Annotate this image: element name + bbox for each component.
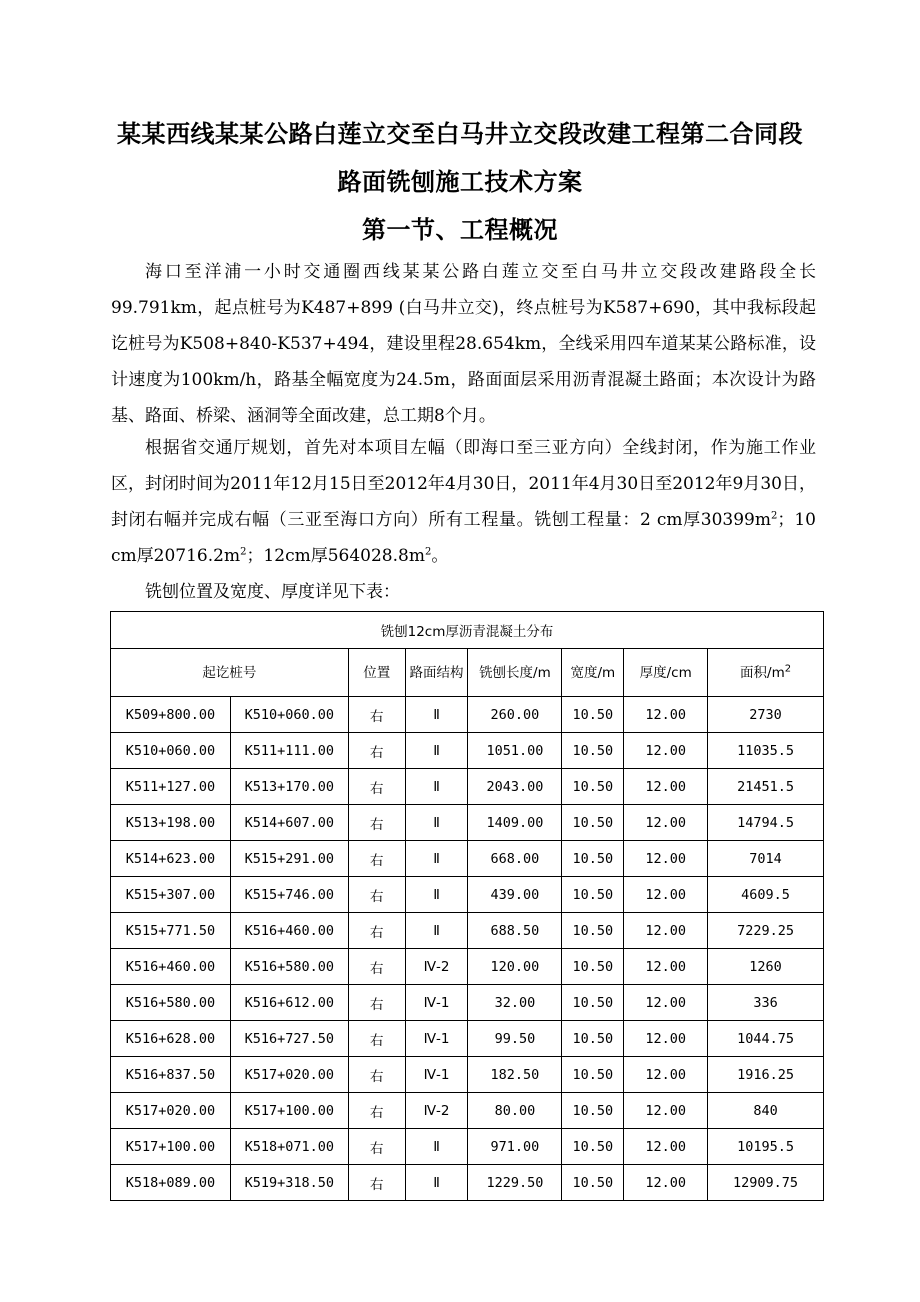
cell-structure: Ⅱ (405, 697, 468, 733)
superscript: 2 (240, 546, 247, 558)
cell-width: 10.50 (562, 913, 624, 949)
cell-length: 120.00 (468, 949, 562, 985)
cell-width: 10.50 (562, 1021, 624, 1057)
cell-structure: Ⅱ (405, 841, 468, 877)
cell-end-station: K518+071.00 (230, 1129, 348, 1165)
table-row (111, 1021, 824, 1057)
cell-start-station: K516+460.00 (111, 949, 231, 985)
cell-start-station: K515+307.00 (111, 877, 231, 913)
table-row (111, 697, 824, 733)
cell-length: 1229.50 (468, 1165, 562, 1201)
cell-end-station: K516+612.00 (230, 985, 348, 1021)
cell-length: 2043.00 (468, 769, 562, 805)
cell-start-station: K517+020.00 (111, 1093, 231, 1129)
cell-start-station: K517+100.00 (111, 1129, 231, 1165)
cell-structure: Ⅳ-1 (405, 1021, 468, 1057)
paragraph-text: 。 (431, 546, 449, 566)
cell-area: 336 (708, 985, 824, 1021)
cell-end-station: K517+020.00 (230, 1057, 348, 1093)
cell-position: 右 (348, 1165, 405, 1201)
cell-area: 4609.5 (708, 877, 824, 913)
cell-area: 1044.75 (708, 1021, 824, 1057)
superscript: 2 (784, 663, 792, 674)
table-body (111, 697, 824, 1201)
cell-thickness: 12.00 (624, 1057, 708, 1093)
cell-thickness: 12.00 (624, 1129, 708, 1165)
table-row (111, 841, 824, 877)
cell-end-station: K517+100.00 (230, 1093, 348, 1129)
cell-length: 439.00 (468, 877, 562, 913)
cell-width: 10.50 (562, 769, 624, 805)
cell-structure: Ⅳ-1 (405, 985, 468, 1021)
cell-end-station: K515+746.00 (230, 877, 348, 913)
cell-length: 80.00 (468, 1093, 562, 1129)
cell-thickness: 12.00 (624, 769, 708, 805)
cell-position: 右 (348, 913, 405, 949)
cell-width: 10.50 (562, 697, 624, 733)
cell-thickness: 12.00 (624, 877, 708, 913)
cell-area: 1260 (708, 949, 824, 985)
cell-position: 右 (348, 1057, 405, 1093)
superscript: 2 (424, 546, 432, 558)
cell-thickness: 12.00 (624, 1165, 708, 1201)
cell-end-station: K516+580.00 (230, 949, 348, 985)
table-row (111, 769, 824, 805)
cell-length: 688.50 (468, 913, 562, 949)
cell-thickness: 12.00 (624, 985, 708, 1021)
document-title-line-2: 路面铣刨施工技术方案 (337, 168, 583, 196)
superscript: 2 (770, 510, 778, 522)
cell-thickness: 12.00 (624, 1093, 708, 1129)
header-area (708, 649, 824, 697)
cell-position: 右 (348, 733, 405, 769)
cell-position: 右 (348, 769, 405, 805)
cell-area: 7014 (708, 841, 824, 877)
paragraph-overview: 海口至洋浦一小时交通圈西线某某公路白莲立交至白马井立交段改建路段全长99.791km，起点桩号为K487+899 (白马井立交)，终点桩号为K587+690，其中我标段起讫桩号为K508+840-K537+494，建设里程28.654km，全线采用四车道某某公路标准，设计速度为100km/h，路基全幅宽度为24.5m，路面面层采用沥青混凝土路面；本次设计为路基、路面、桥梁、涵洞等全面改建，总工期8个月。 (111, 262, 816, 426)
cell-start-station: K518+089.00 (111, 1165, 231, 1201)
cell-area: 21451.5 (708, 769, 824, 805)
paragraph-text: ；10 cm厚20716.2m (111, 510, 816, 566)
cell-position: 右 (348, 877, 405, 913)
cell-end-station: K515+291.00 (230, 841, 348, 877)
cell-position: 右 (348, 1129, 405, 1165)
cell-width: 10.50 (562, 1093, 624, 1129)
header-width: 宽度/m (562, 649, 624, 697)
cell-width: 10.50 (562, 985, 624, 1021)
table-row (111, 805, 824, 841)
cell-area: 14794.5 (708, 805, 824, 841)
cell-structure: Ⅱ (405, 913, 468, 949)
cell-position: 右 (348, 949, 405, 985)
cell-thickness: 12.00 (624, 841, 708, 877)
table-row (111, 913, 824, 949)
paragraph-text: ；12cm厚564028.8m (246, 546, 425, 566)
cell-length: 1409.00 (468, 805, 562, 841)
cell-width: 10.50 (562, 1057, 624, 1093)
cell-length: 1051.00 (468, 733, 562, 769)
cell-structure: Ⅱ (405, 769, 468, 805)
cell-start-station: K516+628.00 (111, 1021, 231, 1057)
cell-thickness: 12.00 (624, 733, 708, 769)
cell-thickness: 12.00 (624, 913, 708, 949)
cell-structure: Ⅳ-2 (405, 1093, 468, 1129)
cell-end-station: K510+060.00 (230, 697, 348, 733)
table-caption: 铣刨12cm厚沥青混凝土分布 (111, 612, 824, 649)
cell-position: 右 (348, 841, 405, 877)
cell-area: 1916.25 (708, 1057, 824, 1093)
header-position: 位置 (348, 649, 405, 697)
cell-area: 10195.5 (708, 1129, 824, 1165)
cell-length: 182.50 (468, 1057, 562, 1093)
cell-start-station: K511+127.00 (111, 769, 231, 805)
cell-thickness: 12.00 (624, 949, 708, 985)
cell-area: 12909.75 (708, 1165, 824, 1201)
cell-end-station: K513+170.00 (230, 769, 348, 805)
header-station: 起讫桩号 (111, 649, 349, 697)
cell-area: 11035.5 (708, 733, 824, 769)
cell-length: 971.00 (468, 1129, 562, 1165)
table-row (111, 985, 824, 1021)
cell-structure: Ⅳ-2 (405, 949, 468, 985)
cell-length: 668.00 (468, 841, 562, 877)
cell-start-station: K510+060.00 (111, 733, 231, 769)
paragraph-table-intro: 铣刨位置及宽度、厚度详见下表： (145, 582, 400, 602)
cell-start-station: K516+580.00 (111, 985, 231, 1021)
cell-end-station: K516+727.50 (230, 1021, 348, 1057)
cell-structure: Ⅱ (405, 877, 468, 913)
header-length: 铣刨长度/m (468, 649, 562, 697)
cell-length: 32.00 (468, 985, 562, 1021)
cell-end-station: K514+607.00 (230, 805, 348, 841)
cell-position: 右 (348, 1021, 405, 1057)
cell-structure: Ⅱ (405, 1129, 468, 1165)
section-title: 第一节、工程概况 (362, 216, 558, 244)
cell-position: 右 (348, 697, 405, 733)
cell-position: 右 (348, 985, 405, 1021)
cell-thickness: 12.00 (624, 697, 708, 733)
cell-width: 10.50 (562, 805, 624, 841)
cell-width: 10.50 (562, 733, 624, 769)
table-row (111, 1165, 824, 1201)
cell-thickness: 12.00 (624, 1021, 708, 1057)
table-row (111, 1129, 824, 1165)
cell-area: 2730 (708, 697, 824, 733)
cell-width: 10.50 (562, 877, 624, 913)
cell-thickness: 12.00 (624, 805, 708, 841)
cell-length: 99.50 (468, 1021, 562, 1057)
cell-area: 7229.25 (708, 913, 824, 949)
cell-end-station: K516+460.00 (230, 913, 348, 949)
table-row (111, 733, 824, 769)
table-row (111, 1057, 824, 1093)
cell-structure: Ⅳ-1 (405, 1057, 468, 1093)
cell-width: 10.50 (562, 1129, 624, 1165)
cell-position: 右 (348, 805, 405, 841)
cell-start-station: K513+198.00 (111, 805, 231, 841)
cell-structure: Ⅱ (405, 733, 468, 769)
cell-length: 260.00 (468, 697, 562, 733)
cell-end-station: K519+318.50 (230, 1165, 348, 1201)
document-title-line-1: 某某西线某某公路白莲立交至白马井立交段改建工程第二合同段 (117, 120, 803, 148)
cell-structure: Ⅱ (405, 1165, 468, 1201)
cell-position: 右 (348, 1093, 405, 1129)
header-structure: 路面结构 (405, 649, 468, 697)
header-thickness: 厚度/cm (624, 649, 708, 697)
table-row (111, 1093, 824, 1129)
cell-start-station: K515+771.50 (111, 913, 231, 949)
table-row (111, 877, 824, 913)
table-row (111, 949, 824, 985)
paragraph-closure-plan (111, 430, 816, 574)
paragraph-text: 根据省交通厅规划，首先对本项目左幅（即海口至三亚方向）全线封闭，作为施工作业区，封闭时间为2011年12月15日至2012年4月30日，2011年4月30日至2012年9月30日，封闭右幅并完成右幅（三亚至海口方向）所有工程量。铣刨工程量：2 cm厚30399m (111, 438, 816, 530)
cell-width: 10.50 (562, 1165, 624, 1201)
cell-start-station: K514+623.00 (111, 841, 231, 877)
table-header-row (111, 649, 824, 697)
cell-end-station: K511+111.00 (230, 733, 348, 769)
cell-area: 840 (708, 1093, 824, 1129)
cell-start-station: K509+800.00 (111, 697, 231, 733)
header-area-label: 面积/m (740, 664, 785, 681)
milling-distribution-table (110, 611, 824, 1201)
cell-structure: Ⅱ (405, 805, 468, 841)
cell-start-station: K516+837.50 (111, 1057, 231, 1093)
cell-width: 10.50 (562, 949, 624, 985)
cell-width: 10.50 (562, 841, 624, 877)
